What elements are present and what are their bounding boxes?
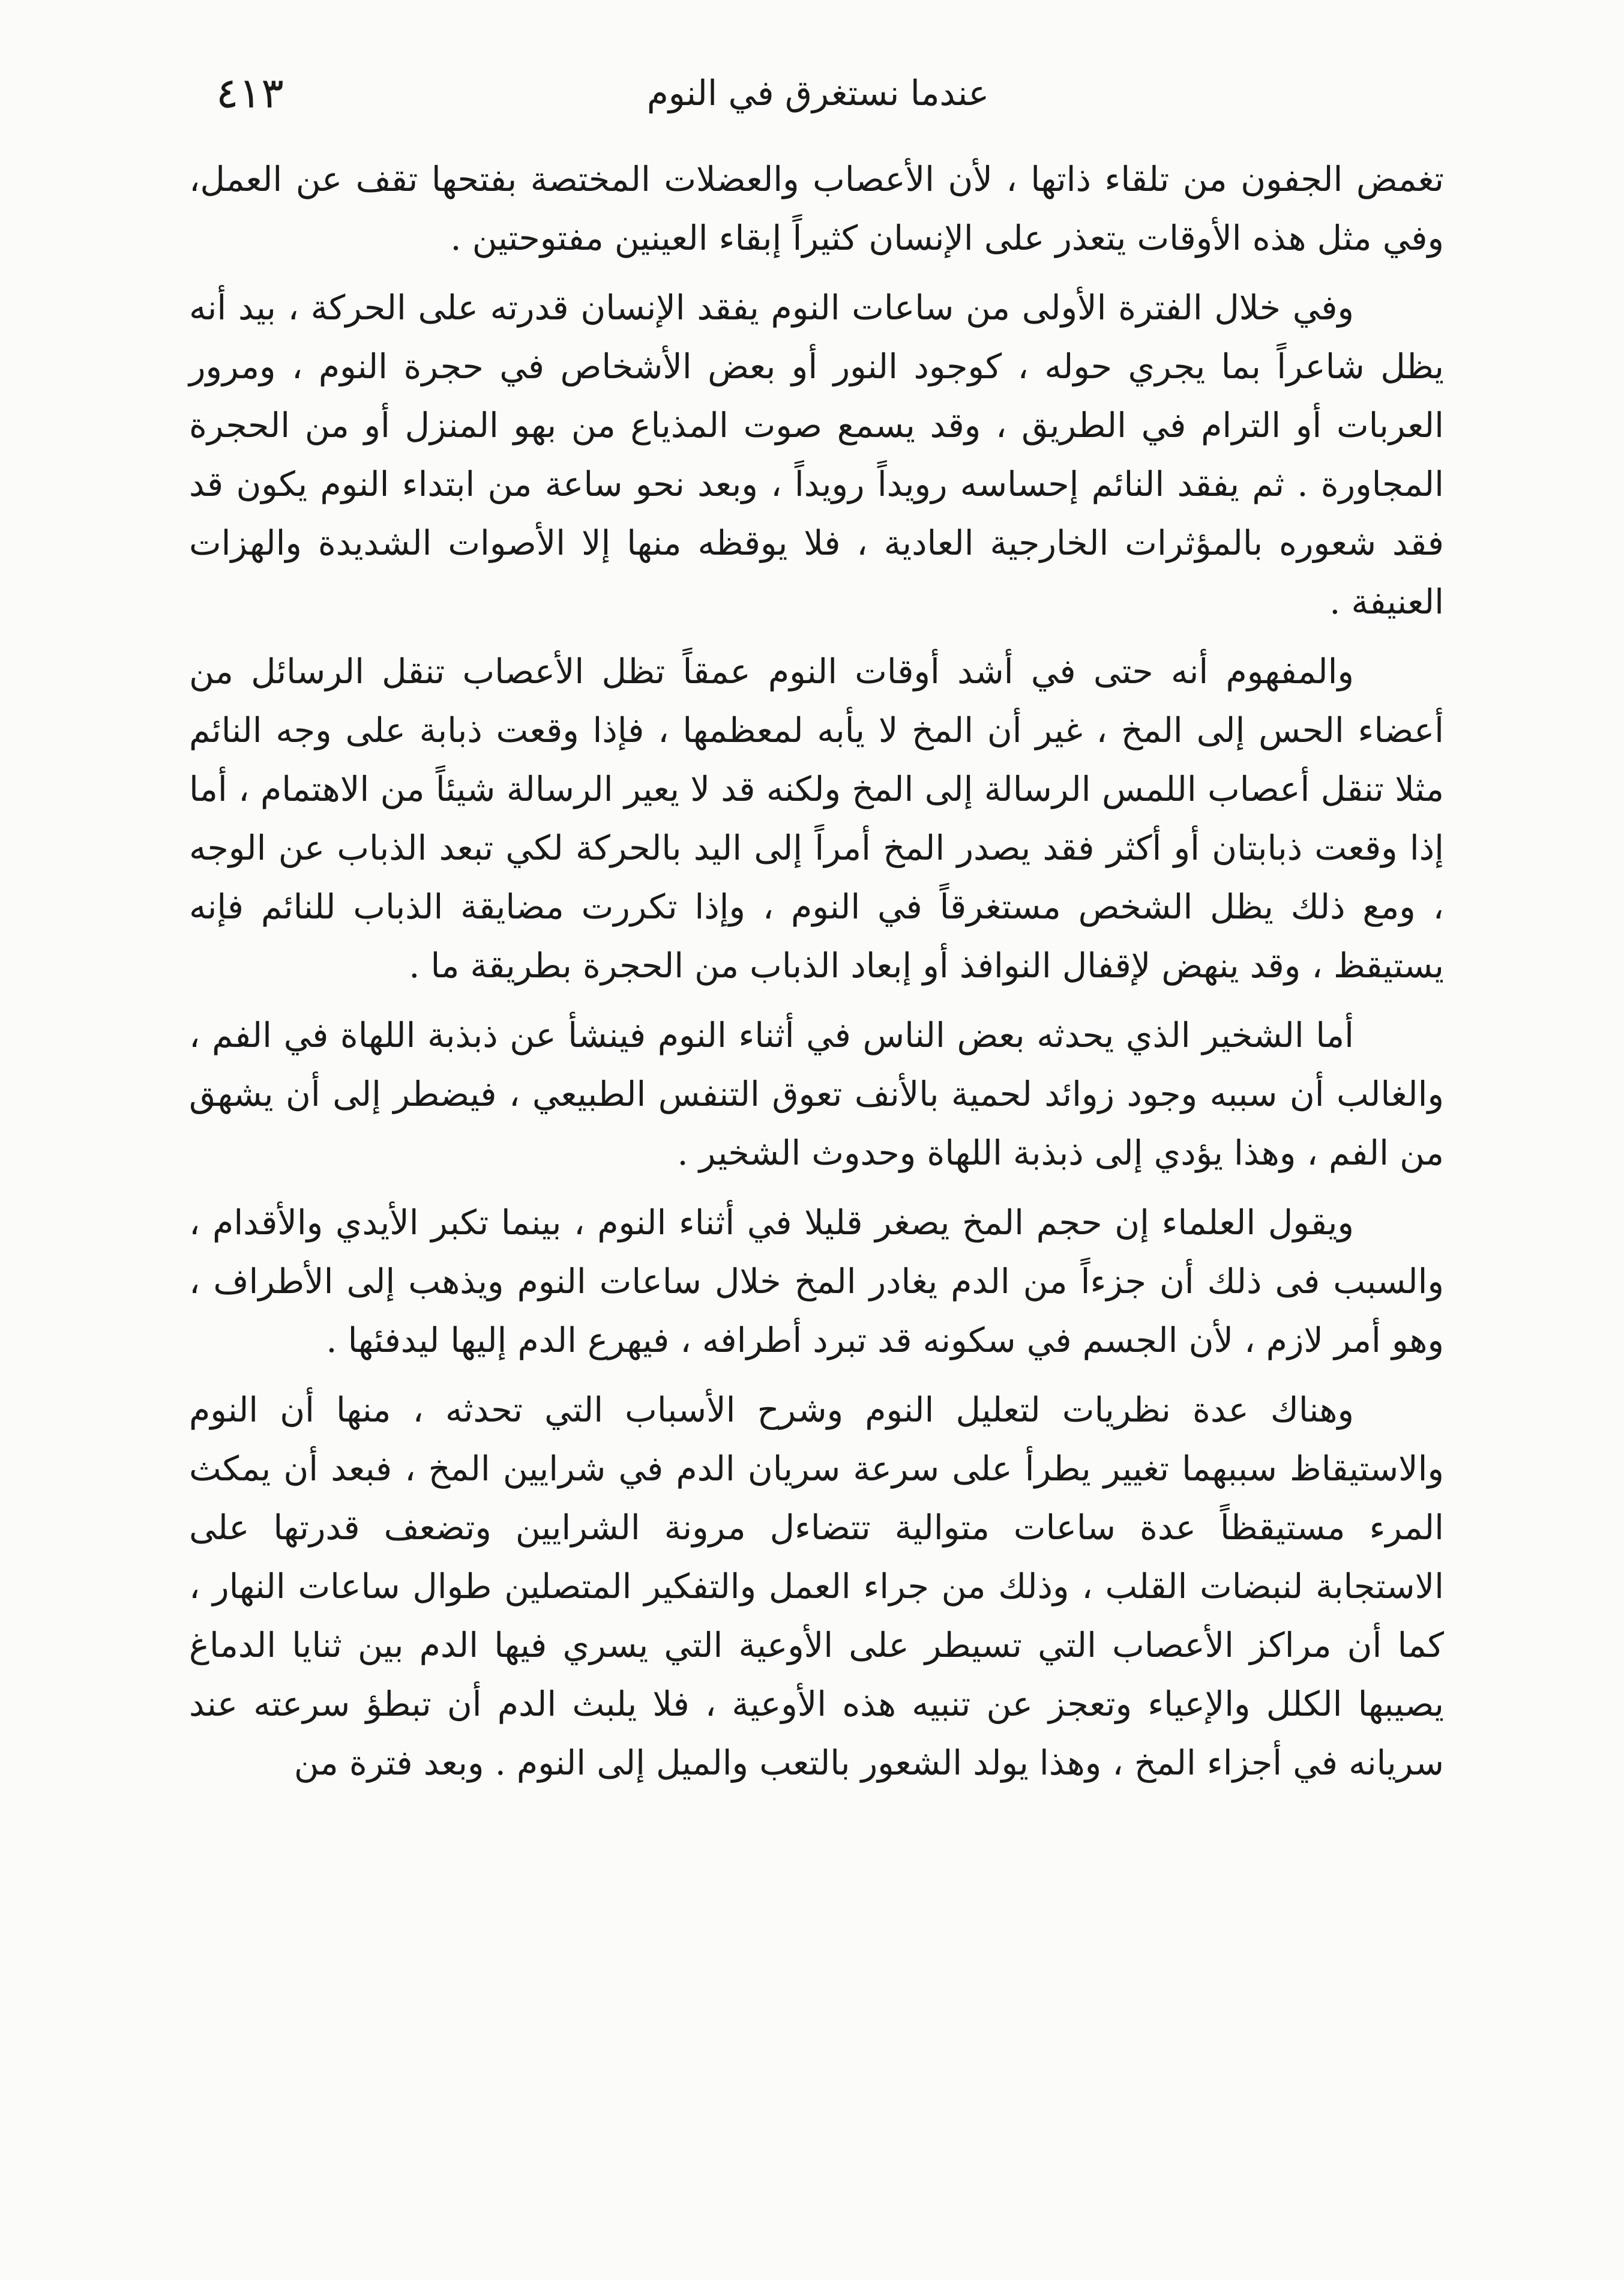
paragraph: والمفهوم أنه حتى في أشد أوقات النوم عمقاً تظل الأعصاب تنقل الرسائل من أعضاء الحس إلى المخ ، غير أن المخ لا يأبه لمعظمها ، فإذا وقعت ذبابة على وجه النائم مثلا تنقل أعصاب اللمس الرسالة إلى المخ ولكنه قد لا يعير الرسالة شيئاً من الاهتمام ، أما إذا وقعت ذبابتان أو أكثر فقد يصدر المخ أمراً إلى اليد بالحركة لكي تبعد الذباب عن الوجه ، ومع ذلك يظل الشخص مستغرقاً في النوم ، وإذا تكررت مضايقة الذباب للنائم فإنه يستيقظ ، وقد ينهض لإقفال النوافذ أو إبعاد الذباب من الحجرة بطريقة ما . (189, 652, 1444, 986)
page-header (192, 57, 1444, 129)
paragraph-continuation: تغمض الجفون من تلقاء ذاتها ، لأن الأعصاب والعضلات المختصة بفتحها تقف عن العمل، وفي مثل هذه الأوقات يتعذر على الإنسان كثيراً إبقاء العينين مفتوحتين . (189, 160, 1444, 258)
running-title: عندما نستغرق في النوم (646, 73, 990, 113)
paragraph: ويقول العلماء إن حجم المخ يصغر قليلا في أثناء النوم ، بينما تكبر الأيدي والأقدام ، والسبب فى ذلك أن جزءاً من الدم يغادر المخ خلال ساعات النوم ويذهب إلى الأطراف ، وهو أمر لازم ، لأن الجسم في سكونه قد تبرد أطرافه ، فيهرع الدم إليها ليدفئها . (189, 1203, 1444, 1360)
page-number: ٤١٣ (216, 68, 284, 118)
paragraph: أما الشخير الذي يحدثه بعض الناس في أثناء النوم فينشأ عن ذبذبة اللهاة في الفم ، والغالب أن سببه وجود زوائد لحمية بالأنف تعوق التنفس الطبيعي ، فيضطر إلى أن يشهق من الفم ، وهذا يؤدي إلى ذبذبة اللهاة وحدوث الشخير . (189, 1016, 1444, 1173)
paragraph: وفي خلال الفترة الأولى من ساعات النوم يفقد الإنسان قدرته على الحركة ، بيد أنه يظل شاعراً بما يجري حوله ، كوجود النور أو بعض الأشخاص في حجرة النوم ، ومرور العربات أو الترام في الطريق ، وقد يسمع صوت المذياع من بهو المنزل أو من الحجرة المجاورة . ثم يفقد النائم إحساسه رويداً رويداً ، وبعد نحو ساعة من ابتداء النوم يكون قد فقد شعوره بالمؤثرات الخارجية العادية ، فلا يوقظه منها إلا الأصوات الشديدة والهزات العنيفة . (189, 288, 1444, 622)
body-text (189, 150, 1444, 1803)
paragraph: وهناك عدة نظريات لتعليل النوم وشرح الأسباب التي تحدثه ، منها أن النوم والاستيقاظ سببهما تغيير يطرأ على سرعة سريان الدم في شرايين المخ ، فبعد أن يمكث المرء مستيقظاً عدة ساعات متوالية تتضاءل مرونة الشرايين وتضعف قدرتها على الاستجابة لنبضات القلب ، وذلك من جراء العمل والتفكير المتصلين طوال ساعات النهار ، كما أن مراكز الأعصاب التي تسيطر على الأوعية التي يسري فيها الدم بين ثنايا الدماغ يصيبها الكلل والإعياء وتعجز عن تنبيه هذه الأوعية ، فلا يلبث الدم أن تبطؤ سرعته عند سريانه في أجزاء المخ ، وهذا يولد الشعور بالتعب والميل إلى النوم . وبعد فترة من (189, 1390, 1444, 1783)
